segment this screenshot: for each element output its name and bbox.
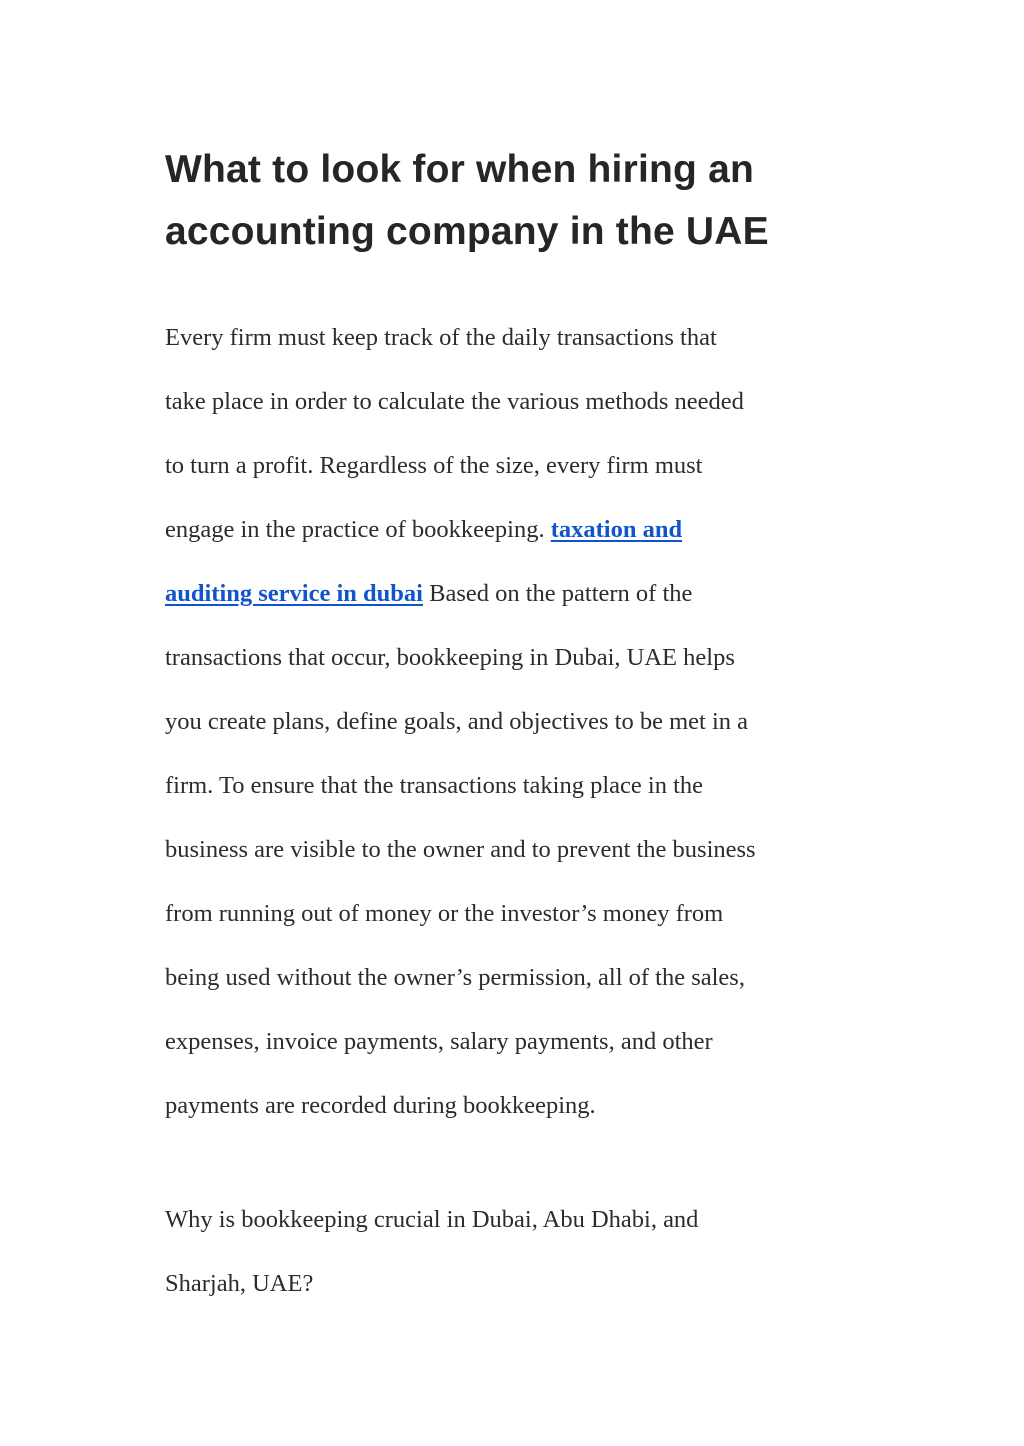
paragraph-line: transactions that occur, bookkeeping in Dubai, UAE helps (165, 644, 735, 671)
paragraph-line: firm. To ensure that the transactions taking place in the (165, 772, 704, 799)
paragraph-line: Every firm must keep track of the daily transactions that (165, 324, 717, 351)
link-text-part-2[interactable]: auditing service in dubai (165, 580, 423, 607)
link-text-part-1[interactable]: taxation and (550, 516, 683, 543)
paragraph-line: Based on the pattern of the (422, 580, 693, 607)
page-title (165, 139, 885, 263)
body-paragraph-2 (165, 1188, 865, 1316)
paragraph-line: from running out of money or the investor’s money from (165, 900, 724, 927)
paragraph-line: Why is bookkeeping crucial in Dubai, Abu Dhabi, and (165, 1206, 699, 1233)
paragraph-line: you create plans, define goals, and objectives to be met in a (165, 708, 749, 735)
title-line-1: What to look for when hiring an (165, 148, 754, 191)
paragraph-line: engage in the practice of bookkeeping. (165, 516, 551, 543)
paragraph-line: expenses, invoice payments, salary payments, and other (165, 1028, 713, 1055)
paragraph-line: business are visible to the owner and to prevent the business (165, 836, 756, 863)
paragraph-line: payments are recorded during bookkeeping. (165, 1092, 596, 1119)
paragraph-line: to turn a profit. Regardless of the size, every firm must (165, 452, 703, 479)
paragraph-line: Sharjah, UAE? (165, 1270, 314, 1297)
body-paragraph-1 (165, 306, 865, 1138)
title-line-2: accounting company in the UAE (165, 210, 769, 253)
paragraph-line: take place in order to calculate the various methods needed (165, 388, 744, 415)
paragraph-line: being used without the owner’s permission, all of the sales, (165, 964, 745, 991)
